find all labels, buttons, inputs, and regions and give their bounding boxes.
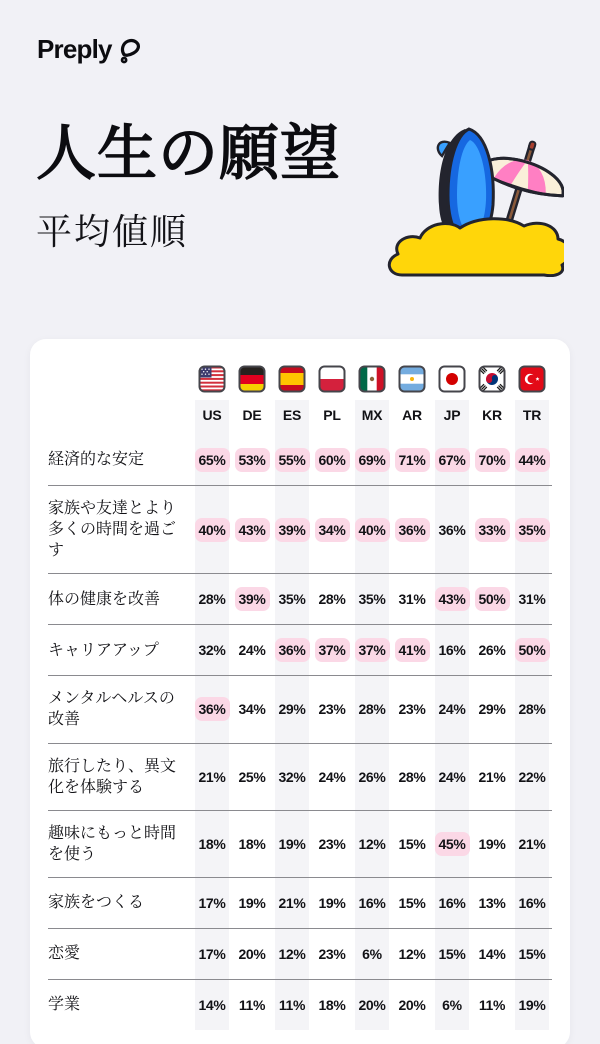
flag-de-icon: [232, 365, 272, 400]
value-cell: [192, 574, 232, 625]
table-row: [48, 435, 552, 486]
value-pill: 36%: [195, 697, 230, 721]
row-label: 家族をつくる: [48, 877, 192, 928]
value-cell: [392, 810, 432, 877]
value-pill: 67%: [435, 448, 470, 472]
value-cell: [312, 486, 352, 574]
table-row: [48, 979, 552, 1030]
value-cell: [352, 810, 392, 877]
row-label: 恋愛: [48, 928, 192, 979]
value-pill: 39%: [275, 518, 310, 542]
table-row: [48, 928, 552, 979]
value-pill: 14%: [478, 945, 506, 962]
flag-tr-icon: [512, 365, 552, 400]
corner-cell: [48, 365, 192, 400]
flag-mx-icon: [352, 365, 392, 400]
value-cell: [192, 676, 232, 743]
value-cell: [312, 625, 352, 676]
country-code: AR: [402, 407, 422, 423]
value-pill: 50%: [515, 638, 550, 662]
value-pill: 34%: [315, 518, 350, 542]
value-pill: 24%: [438, 768, 466, 785]
country-code: PL: [323, 407, 341, 423]
value-cell: [472, 877, 512, 928]
value-cell: [272, 928, 312, 979]
flag-es-icon: [272, 365, 312, 400]
row-label: 旅行したり、異文化を体験する: [48, 743, 192, 810]
value-pill: 39%: [235, 587, 270, 611]
country-code: ES: [272, 400, 312, 435]
value-cell: [432, 810, 472, 877]
value-pill: 15%: [398, 835, 426, 852]
row-label: キャリアアップ: [48, 625, 192, 676]
value-cell: [392, 625, 432, 676]
value-cell: [352, 435, 392, 486]
row-label: 家族や友達とより多くの時間を過ごす: [48, 486, 192, 574]
value-pill: 23%: [318, 701, 346, 718]
value-cell: [512, 625, 552, 676]
value-cell: [232, 928, 272, 979]
value-cell: [512, 810, 552, 877]
value-pill: 37%: [315, 638, 350, 662]
value-pill: 71%: [395, 448, 430, 472]
value-cell: [432, 979, 472, 1030]
value-cell: [352, 574, 392, 625]
value-pill: 22%: [518, 768, 546, 785]
table-card: [30, 339, 570, 1044]
value-cell: [272, 435, 312, 486]
value-cell: [312, 979, 352, 1030]
value-pill: 21%: [278, 894, 306, 911]
country-code: US: [192, 400, 232, 435]
value-cell: [392, 979, 432, 1030]
country-code: JP: [432, 400, 472, 435]
value-cell: [392, 928, 432, 979]
value-cell: [432, 574, 472, 625]
value-cell: [352, 676, 392, 743]
value-cell: [232, 743, 272, 810]
value-cell: [272, 625, 312, 676]
value-cell: [352, 877, 392, 928]
value-cell: [432, 676, 472, 743]
value-pill: 14%: [198, 996, 226, 1013]
value-cell: [512, 877, 552, 928]
value-pill: 28%: [318, 591, 346, 608]
page-title: 人生の願望: [36, 120, 341, 187]
value-cell: [312, 574, 352, 625]
country-code: KR: [482, 407, 502, 423]
value-pill: 18%: [318, 996, 346, 1013]
value-cell: [272, 979, 312, 1030]
country-code: MX: [352, 400, 392, 435]
value-cell: [192, 625, 232, 676]
value-pill: 36%: [438, 521, 466, 538]
value-pill: 34%: [238, 701, 266, 718]
value-pill: 6%: [442, 996, 462, 1013]
value-pill: 12%: [398, 945, 426, 962]
value-pill: 12%: [278, 945, 306, 962]
value-pill: 21%: [478, 768, 506, 785]
value-pill: 6%: [362, 945, 382, 962]
value-cell: [392, 486, 432, 574]
value-pill: 21%: [198, 768, 226, 785]
value-pill: 23%: [318, 835, 346, 852]
value-pill: 20%: [238, 945, 266, 962]
value-pill: 50%: [475, 587, 510, 611]
value-cell: [392, 574, 432, 625]
value-pill: 28%: [198, 591, 226, 608]
value-cell: [472, 625, 512, 676]
value-pill: 12%: [358, 835, 386, 852]
value-cell: [392, 435, 432, 486]
value-pill: 43%: [435, 587, 470, 611]
value-cell: [312, 435, 352, 486]
value-pill: 19%: [238, 894, 266, 911]
value-pill: 36%: [395, 518, 430, 542]
value-pill: 35%: [358, 591, 386, 608]
flag-jp-icon: [432, 365, 472, 400]
value-cell: [512, 928, 552, 979]
value-pill: 16%: [438, 894, 466, 911]
value-cell: [352, 625, 392, 676]
row-label: 体の健康を改善: [48, 574, 192, 625]
value-cell: [512, 435, 552, 486]
surfboard-beach-umbrella-illustration: [386, 127, 564, 277]
value-cell: [192, 435, 232, 486]
value-pill: 16%: [438, 642, 466, 659]
value-pill: 44%: [515, 448, 550, 472]
value-cell: [432, 877, 472, 928]
table-row: [48, 574, 552, 625]
value-pill: 13%: [478, 894, 506, 911]
value-pill: 15%: [438, 945, 466, 962]
value-pill: 69%: [355, 448, 390, 472]
value-cell: [472, 810, 512, 877]
value-pill: 31%: [518, 591, 546, 608]
value-pill: 18%: [198, 835, 226, 852]
value-pill: 32%: [278, 768, 306, 785]
value-cell: [392, 676, 432, 743]
value-pill: 29%: [478, 701, 506, 718]
value-pill: 16%: [518, 894, 546, 911]
value-cell: [472, 979, 512, 1030]
value-cell: [512, 486, 552, 574]
value-cell: [352, 743, 392, 810]
value-cell: [432, 486, 472, 574]
value-pill: 45%: [435, 832, 470, 856]
value-pill: 35%: [515, 518, 550, 542]
value-cell: [512, 574, 552, 625]
flag-kr-icon: [472, 365, 512, 400]
value-cell: [272, 486, 312, 574]
row-label: 趣味にもっと時間を使う: [48, 810, 192, 877]
preply-logo: [37, 34, 600, 65]
value-cell: [312, 743, 352, 810]
value-cell: [432, 435, 472, 486]
value-pill: 24%: [238, 642, 266, 659]
value-cell: [472, 435, 512, 486]
row-label: メンタルヘルスの改善: [48, 676, 192, 743]
value-pill: 17%: [198, 945, 226, 962]
value-pill: 23%: [398, 701, 426, 718]
page-subtitle: 平均値順: [36, 211, 189, 252]
country-code: TR: [512, 400, 552, 435]
value-cell: [272, 810, 312, 877]
value-cell: [312, 810, 352, 877]
value-pill: 36%: [275, 638, 310, 662]
value-pill: 28%: [358, 701, 386, 718]
value-cell: [472, 743, 512, 810]
value-cell: [272, 574, 312, 625]
value-pill: 65%: [195, 448, 230, 472]
preply-speech-bubble-icon: [117, 36, 143, 64]
value-cell: [472, 486, 512, 574]
table-row: [48, 877, 552, 928]
value-pill: 23%: [318, 945, 346, 962]
table-row: [48, 810, 552, 877]
value-cell: [472, 574, 512, 625]
value-pill: 24%: [438, 701, 466, 718]
value-cell: [192, 877, 232, 928]
value-pill: 28%: [518, 701, 546, 718]
value-pill: 32%: [198, 642, 226, 659]
value-pill: 37%: [355, 638, 390, 662]
value-pill: 31%: [398, 591, 426, 608]
value-pill: 20%: [358, 996, 386, 1013]
value-cell: [192, 743, 232, 810]
value-cell: [232, 979, 272, 1030]
value-pill: 28%: [398, 768, 426, 785]
value-cell: [192, 979, 232, 1030]
value-cell: [232, 810, 272, 877]
value-pill: 29%: [278, 701, 306, 718]
value-cell: [512, 676, 552, 743]
value-pill: 25%: [238, 768, 266, 785]
value-cell: [272, 676, 312, 743]
value-cell: [192, 928, 232, 979]
row-label: 経済的な安定: [48, 451, 145, 469]
value-cell: [512, 979, 552, 1030]
value-cell: [312, 928, 352, 979]
flag-ar-icon: [392, 365, 432, 400]
value-cell: [472, 676, 512, 743]
value-cell: [232, 435, 272, 486]
value-cell: [512, 743, 552, 810]
value-cell: [432, 743, 472, 810]
flag-pl-icon: [312, 365, 352, 400]
value-cell: [432, 625, 472, 676]
value-pill: 11%: [478, 996, 506, 1013]
value-cell: [352, 486, 392, 574]
value-pill: 35%: [278, 591, 306, 608]
value-cell: [392, 743, 432, 810]
value-pill: 24%: [318, 768, 346, 785]
table-row: [48, 743, 552, 810]
value-cell: [312, 877, 352, 928]
value-pill: 33%: [475, 518, 510, 542]
flag-us-icon: [192, 365, 232, 400]
country-code: DE: [242, 407, 262, 423]
row-label: 学業: [48, 979, 192, 1030]
value-cell: [272, 743, 312, 810]
value-pill: 53%: [235, 448, 270, 472]
value-pill: 21%: [518, 835, 546, 852]
value-pill: 19%: [318, 894, 346, 911]
value-pill: 55%: [275, 448, 310, 472]
value-cell: [232, 574, 272, 625]
value-cell: [232, 625, 272, 676]
value-pill: 41%: [395, 638, 430, 662]
country-code-row: [48, 400, 552, 435]
value-pill: 19%: [518, 996, 546, 1013]
preply-logo-text: Preply: [37, 34, 112, 64]
hero-section: [36, 119, 570, 319]
corner-cell: [48, 400, 192, 435]
value-cell: [232, 877, 272, 928]
value-pill: 15%: [518, 945, 546, 962]
top-bar: [0, 0, 600, 65]
value-cell: [432, 928, 472, 979]
value-pill: 11%: [238, 996, 266, 1013]
value-pill: 40%: [355, 518, 390, 542]
value-cell: [232, 676, 272, 743]
table-row: [48, 625, 552, 676]
value-pill: 19%: [478, 835, 506, 852]
value-cell: [192, 486, 232, 574]
value-pill: 26%: [358, 768, 386, 785]
value-cell: [352, 928, 392, 979]
value-cell: [232, 486, 272, 574]
value-cell: [192, 810, 232, 877]
value-cell: [472, 928, 512, 979]
value-pill: 11%: [278, 996, 306, 1013]
value-pill: 16%: [358, 894, 386, 911]
value-pill: 26%: [478, 642, 506, 659]
table-row: [48, 676, 552, 743]
table-row: [48, 486, 552, 574]
value-pill: 19%: [278, 835, 306, 852]
value-pill: 40%: [195, 518, 230, 542]
value-cell: [392, 877, 432, 928]
value-pill: 60%: [315, 448, 350, 472]
value-pill: 15%: [398, 894, 426, 911]
value-cell: [272, 877, 312, 928]
table-body: [48, 435, 552, 1030]
flag-row: [48, 365, 552, 400]
value-pill: 18%: [238, 835, 266, 852]
value-cell: [312, 676, 352, 743]
aspirations-table: [48, 365, 552, 1030]
value-pill: 70%: [475, 448, 510, 472]
value-pill: 43%: [235, 518, 270, 542]
value-pill: 20%: [398, 996, 426, 1013]
value-cell: [352, 979, 392, 1030]
value-pill: 17%: [198, 894, 226, 911]
